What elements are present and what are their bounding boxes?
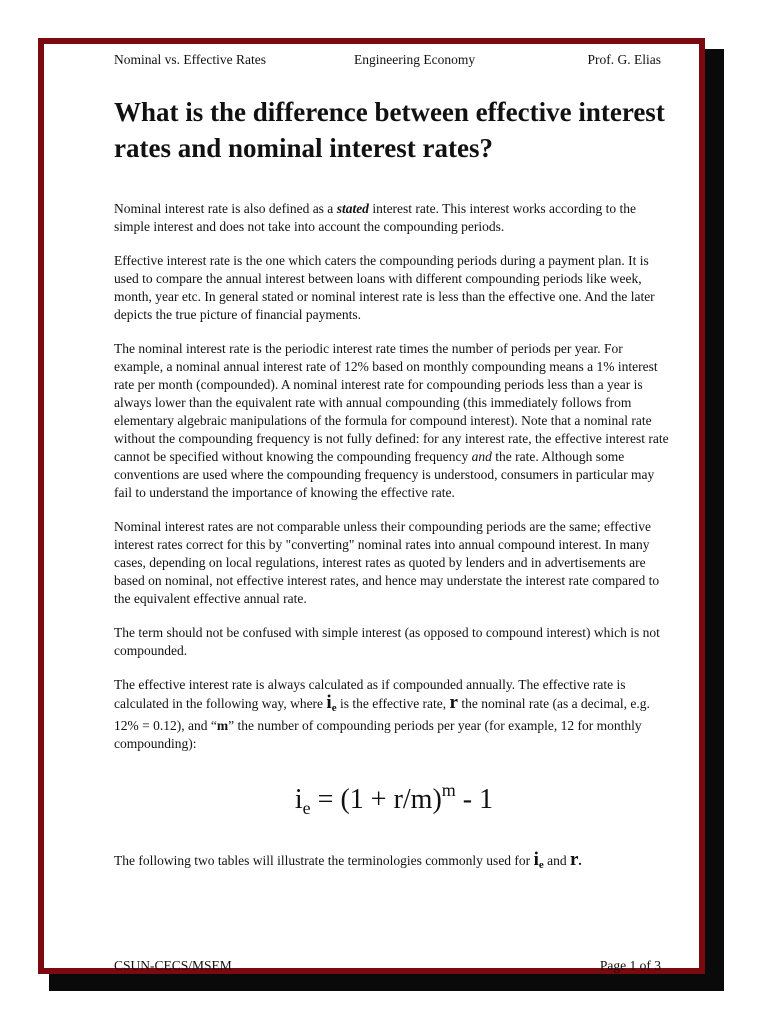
p3-emphasis: and: [471, 449, 492, 464]
p1-emphasis: stated: [336, 201, 369, 216]
formula-end: - 1: [455, 784, 494, 815]
p3-text-before: The nominal interest rate is the periodic interest rate times the number of periods per year. For example, a nominal annual interest rate of 12% based on monthly compounding means a 1% interest rate per month (compounded). A nominal interest rate for compounding periods less than a year is always lower than the equivalent rate with annual compounding (this immediately follows from elementary algebraic manipulations of the formula for compound interest). Note that a nominal rate without the compounding frequency is not fully defined: for any interest rate, the effective interest rate cannot be specified without knowing the compounding frequency: [114, 341, 669, 464]
symbol-i: i: [326, 692, 332, 713]
symbol-r-2: r: [569, 849, 579, 870]
document-page: [38, 38, 705, 974]
p7-text-before: The following two tables will illustrate the terminologies commonly used for: [114, 853, 534, 868]
symbol-m: m: [216, 718, 229, 733]
document-body: [114, 200, 674, 890]
formula-i: i: [294, 784, 303, 815]
p6-part3: the nominal rate (as a decimal, e.g. 12% = 0.12), and “: [114, 696, 650, 733]
page-footer: [114, 958, 661, 974]
p1-text-before: Nominal interest rate is also defined as a: [114, 201, 337, 216]
paragraph-nominal-explanation: [114, 340, 674, 502]
paragraph-comparability: Nominal interest rates are not comparable unless their compounding periods are the same; effective interest rates correct for this by "converting" nominal rates into annual compound interest. In many cases, depending on local regulations, interest rates as quoted by lenders and in advertisements are based on nominal, not effective interest rates, and hence may understate the interest rate compared to the equivalent effective annual rate.: [114, 519, 660, 606]
symbol-e-subscript: e: [331, 702, 337, 714]
paragraph-tables-intro: [114, 851, 674, 874]
formula-subscript: e: [302, 798, 311, 818]
p3-text-after: the rate. Although some conventions are used where the compounding frequency is understood, consumers in particular may fail to understand the importance of knowing the effective rate.: [114, 449, 655, 500]
header-right: Prof. G. Elias: [587, 52, 661, 67]
p7-end: .: [578, 853, 582, 868]
paragraph-nominal-definition: [114, 200, 674, 236]
footer-page-number: Page 1 of 3: [599, 958, 661, 973]
p6-part2: is the effective rate,: [336, 696, 450, 711]
paragraph-simple-interest: The term should not be confused with simple interest (as opposed to compound interest) which is not compounded.: [114, 625, 660, 658]
formula-middle: = (1 + r/m): [310, 784, 442, 815]
p1-text-after: interest rate. This interest works according to the simple interest and does not take into account the compounding periods.: [114, 201, 636, 234]
symbol-r: r: [449, 692, 458, 713]
p6-part1: The effective interest rate is always calculated as if compounded annually. The effective rate is calculated in the following way, where: [114, 677, 626, 711]
paragraph-effective-calculation: [114, 676, 674, 753]
p6-part4: ” the number of compounding periods per year (for example, 12 for monthly compounding):: [114, 718, 642, 751]
page-header: [114, 52, 661, 68]
formula-exponent: m: [441, 780, 456, 800]
paragraph-effective-definition: Effective interest rate is the one which caters the compounding periods during a payment plan. It is used to compare the annual interest between loans with different compounding periods like week, month, year etc. In general stated or nominal interest rate is less than the effective one. And the later depicts the true picture of financial payments.: [114, 253, 655, 322]
symbol-ie-2: [534, 849, 544, 870]
header-center: Engineering Economy: [354, 52, 476, 67]
effective-rate-formula: [114, 773, 674, 825]
symbol-ie: [326, 692, 336, 713]
p7-and: and: [543, 853, 570, 868]
page-title: What is the difference between effective interest rates and nominal interest rates?: [114, 97, 665, 163]
symbol-e-subscript-2: e: [538, 859, 544, 871]
header-left: Nominal vs. Effective Rates: [114, 52, 266, 67]
footer-left: CSUN-CECS/MSEM: [114, 958, 232, 973]
symbol-i-2: i: [533, 849, 539, 870]
